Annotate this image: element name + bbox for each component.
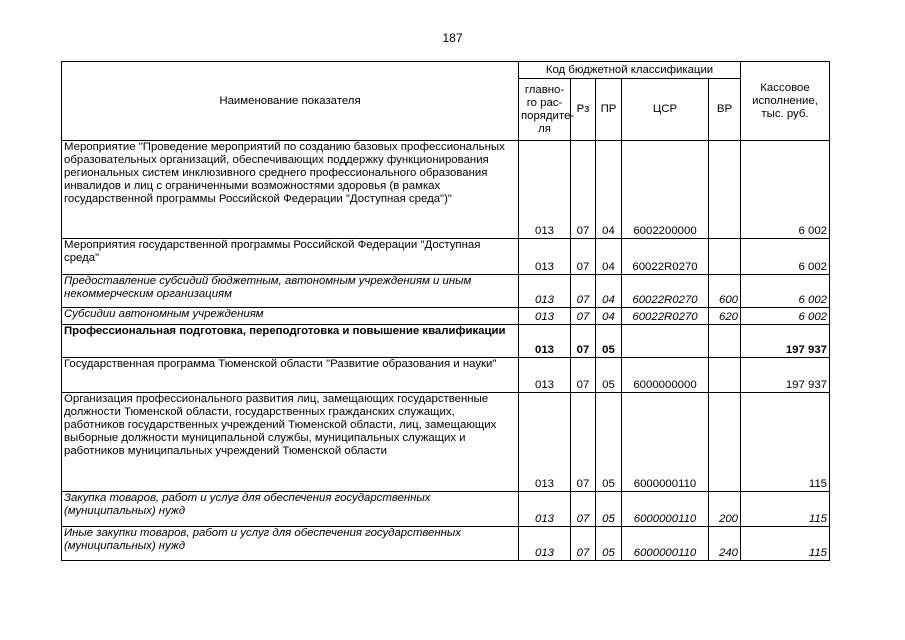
row-csr: 60022R0270 [622,239,709,275]
row-main: 013 [519,393,571,492]
page-number: 187 [442,31,463,45]
row-pr: 05 [596,393,622,492]
header-rz: Рз [571,79,596,141]
row-main: 013 [519,275,571,308]
row-name: Предоставление субсидий бюджетным, автономным учреждениям и иным некоммерческим организациям [62,275,519,308]
row-rz: 07 [571,141,596,239]
row-main: 013 [519,141,571,239]
row-pr: 04 [596,308,622,325]
table-row [62,358,830,393]
row-csr: 6000000110 [622,492,709,527]
row-pr: 05 [596,358,622,393]
header-pr: ПР [596,79,622,141]
row-pr: 04 [596,275,622,308]
row-vr: 620 [709,308,741,325]
row-csr: 6000000000 [622,358,709,393]
row-csr: 6002200000 [622,141,709,239]
row-amount: 115 [741,492,830,527]
table-row [62,141,830,239]
row-csr: 6000000110 [622,393,709,492]
row-amount: 6 002 [741,275,830,308]
row-main: 013 [519,325,571,358]
row-csr: 60022R0270 [622,308,709,325]
table-row [62,239,830,275]
header-main-manager: главно-го рас-порядитe-ля [519,79,571,141]
row-csr: 60022R0270 [622,275,709,308]
row-csr: 6000000110 [622,527,709,561]
row-amount: 6 002 [741,239,830,275]
row-pr: 05 [596,492,622,527]
table-row [62,527,830,561]
row-vr: 200 [709,492,741,527]
row-name: Государственная программа Тюменской области "Развитие образования и науки" [62,358,519,393]
row-main: 013 [519,239,571,275]
table-row [62,275,830,308]
header-classification-group: Код бюджетной классификации [519,62,741,79]
row-name: Субсидии автономным учреждениям [62,308,519,325]
row-rz: 07 [571,393,596,492]
table-row [62,492,830,527]
row-vr [709,358,741,393]
row-name: Организация профессионального развития лиц, замещающих государственные должности Тюменской области, государственных гражданских служащих, работников государственных учреждений Тюменской области, лиц, замещающих выборные должности муниципальной службы, муниципальных служащих и работников муниципальных учреждений Тюменской области [62,393,519,492]
row-rz: 07 [571,275,596,308]
row-vr [709,141,741,239]
row-rz: 07 [571,308,596,325]
row-amount: 6 002 [741,308,830,325]
row-rz: 07 [571,492,596,527]
row-amount: 115 [741,527,830,561]
table-row [62,325,830,358]
row-name: Закупка товаров, работ и услуг для обеспечения государственных (муниципальных) нужд [62,492,519,527]
row-main: 013 [519,358,571,393]
row-pr: 04 [596,141,622,239]
row-csr [622,325,709,358]
row-vr [709,239,741,275]
row-amount: 115 [741,393,830,492]
row-amount: 6 002 [741,141,830,239]
row-vr: 240 [709,527,741,561]
row-name: Профессиональная подготовка, переподготовка и повышение квалификации [62,325,519,358]
row-main: 013 [519,527,571,561]
header-vr: ВР [709,79,741,141]
header-name: Наименование показателя [62,62,519,141]
row-pr: 04 [596,239,622,275]
row-rz: 07 [571,358,596,393]
row-amount: 197 937 [741,325,830,358]
row-vr [709,325,741,358]
header-csr: ЦСР [622,79,709,141]
row-rz: 07 [571,239,596,275]
budget-table [61,61,830,561]
row-vr [709,393,741,492]
row-rz: 07 [571,527,596,561]
row-pr: 05 [596,527,622,561]
table-row [62,308,830,325]
row-main: 013 [519,308,571,325]
table-row [62,393,830,492]
row-amount: 197 937 [741,358,830,393]
row-vr: 600 [709,275,741,308]
row-name: Иные закупки товаров, работ и услуг для обеспечения государственных (муниципальных) нужд [62,527,519,561]
row-pr: 05 [596,325,622,358]
row-name: Мероприятия государственной программы Российской Федерации "Доступная среда" [62,239,519,275]
row-rz: 07 [571,325,596,358]
row-main: 013 [519,492,571,527]
header-amount: Кассовое исполнение, тыс. руб. [741,62,830,141]
row-name: Мероприятие "Проведение мероприятий по созданию базовых профессиональных образовательных организаций, обеспечивающих поддержку функционирования региональных систем инклюзивного среднего профессионального образования инвалидов и лиц с ограниченными возможностями здоровья (в рамках государственной программы Российской Федерации "Доступная среда")" [62,141,519,239]
